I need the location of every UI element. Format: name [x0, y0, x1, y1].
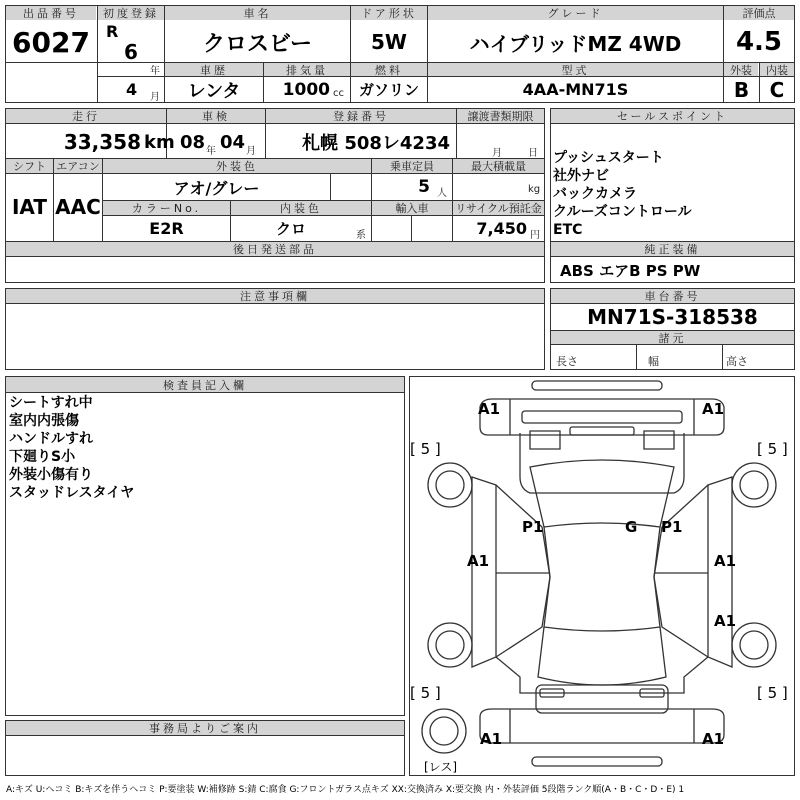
grade: ハイブリッドMZ 4WD — [469, 31, 682, 56]
inspection-label: 車検 — [167, 109, 265, 123]
sales-points-list — [553, 149, 692, 239]
inspector-note: 室内内張傷 — [9, 413, 79, 429]
displacement-unit: cc — [333, 88, 344, 99]
inspector-note: 下廻りS小 — [9, 449, 76, 465]
mark-front-right: A1 — [702, 400, 725, 418]
aircon-label: エアコン — [54, 159, 102, 173]
model-label: 型式 — [428, 63, 723, 76]
first-reg-year: 6 — [124, 40, 138, 64]
mark-pillar-left: P1 — [522, 518, 544, 536]
mileage: 33,358 — [63, 129, 141, 154]
mark-tire-front-left: [ 5 ] — [410, 440, 441, 458]
first-reg-label: 初度登録 — [98, 6, 164, 20]
mark-front-left: A1 — [478, 400, 501, 418]
mark-tire-front-right: [ 5 ] — [757, 440, 788, 458]
inspector-note: 外装小傷有り — [9, 467, 93, 483]
recycle-unit: 円 — [530, 230, 540, 241]
mark-pillar-right: P1 — [661, 518, 683, 536]
sales-point: 社外ナビ — [553, 168, 609, 184]
inspection-year-unit: 年 — [206, 146, 216, 157]
interior-color: クロ — [275, 219, 306, 238]
inspection-year: 08 — [180, 132, 206, 153]
max-load-unit: kg — [528, 184, 541, 195]
model: 4AA-MN71S — [522, 80, 629, 99]
exterior-score: B — [733, 77, 750, 102]
fuel-label: 燃料 — [351, 63, 427, 76]
car-diagram — [410, 377, 794, 775]
inspector-label: 検査員記入欄 — [6, 377, 404, 392]
inspector-note: スタッドレスタイヤ — [9, 485, 135, 501]
mileage-unit: km — [144, 132, 175, 153]
mileage-label: 走行 — [6, 109, 166, 123]
inspector-note: ハンドルすれ — [9, 431, 93, 447]
sales-point: プッシュスタート — [553, 150, 664, 166]
month-unit: 月 — [150, 92, 160, 103]
capacity-unit: 人 — [437, 188, 447, 199]
color-number: E2R — [149, 218, 184, 238]
history: レンタ — [187, 80, 241, 102]
first-reg-era: R — [106, 22, 119, 41]
mark-door-right: A1 — [714, 552, 737, 570]
delivery-label: 後日発送部品 — [6, 242, 544, 256]
car-name-label: 車名 — [165, 6, 350, 20]
damage-legend: A:キズ U:ヘコミ B:キズを伴うヘコミ P:要塗装 W:補修跡 S:錆 C:腐食 G:フロントガラス点キズ XX:交換済み X:要交換 内・外装評価 5段階ランク順(A・B・C・D・E) 1 — [6, 785, 685, 795]
interior-score: C — [769, 77, 785, 102]
inspection-month: 04 — [220, 132, 246, 153]
grade-label: グレード — [428, 6, 723, 20]
mark-door-left: A1 — [467, 552, 490, 570]
car-name: クロスビー — [202, 31, 313, 57]
specs-label: 諸元 — [551, 331, 794, 344]
year-unit: 年 — [150, 66, 160, 77]
mark-rear-left: A1 — [480, 730, 503, 748]
mark-tire-rear-left: [ 5 ] — [410, 684, 441, 702]
transfer-day-unit: 日 — [528, 148, 538, 159]
score-label: 評価点 — [724, 6, 794, 20]
spec-length-label: 長さ — [556, 355, 578, 368]
capacity-label: 乗車定員 — [372, 159, 452, 173]
exterior-color: アオ/グレー — [173, 178, 260, 198]
notes-label: 注意事項欄 — [6, 289, 544, 303]
shift-label: シフト — [6, 159, 53, 173]
sales-point: ETC — [553, 222, 583, 238]
spec-width-label: 幅 — [648, 355, 659, 368]
inspection-month-unit: 月 — [246, 146, 256, 157]
capacity: 5 — [418, 177, 430, 197]
recycle-label: リサイクル預託金 — [453, 201, 544, 215]
interior-color-label: 内装色 — [231, 201, 371, 215]
color-no-label: カラーNo. — [103, 201, 230, 215]
sales-point: クルーズコントロール — [553, 204, 692, 220]
aircon: AAC — [55, 195, 101, 219]
recycle-fee: 7,450 — [476, 218, 527, 238]
plate-number: 札幌 508レ4234 — [302, 132, 450, 154]
interior-label: 内装 — [760, 63, 794, 76]
history-label: 車歴 — [165, 63, 263, 76]
sales-point: バックカメラ — [553, 186, 637, 202]
fuel: ガソリン — [358, 81, 419, 99]
lot-number: 6027 — [12, 25, 90, 59]
shift: IAT — [11, 195, 47, 219]
mark-rear-right: A1 — [702, 730, 725, 748]
chassis-label: 車台番号 — [551, 289, 794, 303]
inspector-notes — [9, 394, 134, 502]
chassis-number: MN71S-318538 — [587, 305, 758, 329]
inspector-note: シートすれ中 — [9, 395, 93, 411]
lot-label: 出品番号 — [6, 6, 96, 20]
displacement: 1000 — [282, 79, 330, 100]
equipment-label: 純正装備 — [551, 242, 794, 256]
import-label: 輸入車 — [372, 201, 452, 215]
mark-spare-tire: [レス] — [424, 760, 458, 774]
door-label: ドア形状 — [351, 6, 427, 20]
mark-glass: G — [625, 518, 638, 536]
office-label: 事務局よりご案内 — [6, 721, 404, 735]
max-load-label: 最大積載量 — [453, 159, 544, 173]
mark-rear-door-right: A1 — [714, 612, 737, 630]
transfer-month-unit: 月 — [492, 148, 502, 159]
interior-color-unit: 系 — [356, 230, 366, 241]
equipment-list: ABS エアB PS PW — [560, 262, 701, 280]
spec-height-label: 高さ — [726, 355, 748, 368]
mark-tire-rear-right: [ 5 ] — [757, 684, 788, 702]
plate-label: 登録番号 — [266, 109, 456, 123]
exterior-label: 外装 — [724, 63, 758, 76]
score: 4.5 — [735, 27, 783, 57]
door-type: 5W — [371, 30, 407, 54]
sales-label: セールスポイント — [551, 109, 794, 123]
color-label: 外装色 — [103, 159, 371, 173]
first-reg-month: 4 — [126, 80, 138, 99]
displacement-label: 排気量 — [264, 63, 350, 76]
transfer-label: 譲渡書類期限 — [457, 109, 544, 123]
